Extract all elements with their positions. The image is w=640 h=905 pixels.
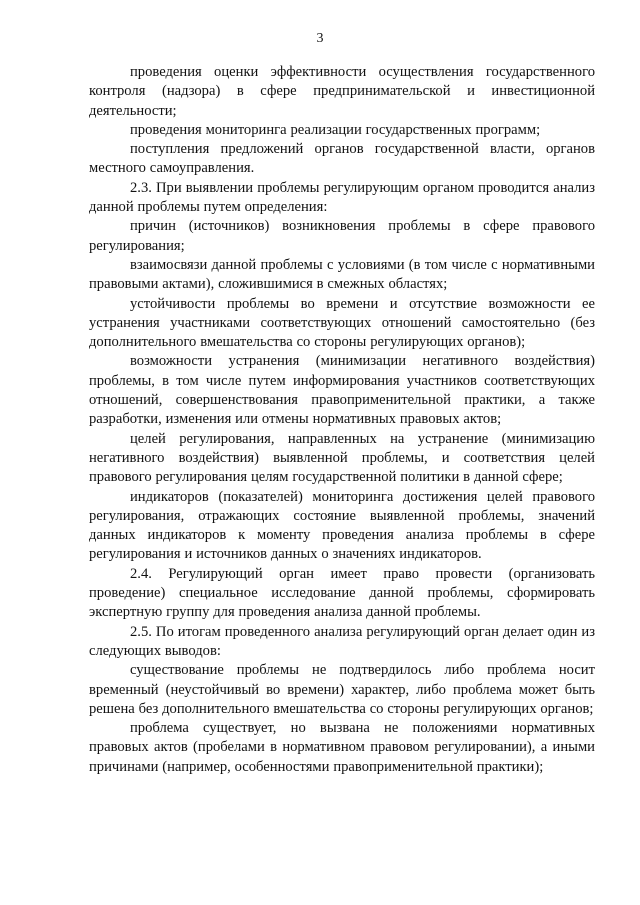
- paragraph: целей регулирования, направленных на устранение (минимизацию негативного воздействия) выявленной проблемы, и соответствия целей правового регулирования целям государственной политики в данной сфере;: [89, 430, 595, 486]
- paragraph: существование проблемы не подтвердилось либо проблема носит временный (неустойчивый во времени) характер, либо проблема может быть решена без дополнительного вмешательства со стороны регулирующих органов;: [89, 662, 595, 717]
- paragraph: проблема существует, но вызвана не положениями нормативных правовых актов (пробелами в нормативном правовом регулировании), а иными причинами (например, особенностями правоприменительной практики);: [89, 720, 595, 775]
- paragraph: устойчивости проблемы во времени и отсутствие возможности ее устранения участниками соответствующих отношений самостоятельно (без дополнительного вмешательства со стороны регулирующих органов);: [89, 295, 595, 351]
- section-2-3-paragraph: 2.3. При выявлении проблемы регулирующим органом проводится анализ данной проблемы путем определения:: [89, 179, 595, 216]
- page-number: 3: [316, 31, 324, 46]
- paragraph: проведения оценки эффективности осуществления государственного контроля (надзора) в сфере предпринимательской и инвестиционной деятельности;: [89, 64, 595, 119]
- paragraph: поступления предложений органов государственной власти, органов местного самоуправления.: [89, 141, 595, 177]
- paragraph: причин (источников) возникновения проблемы в сфере правового регулирования;: [89, 218, 595, 254]
- body-text: [89, 63, 595, 777]
- paragraph: взаимосвязи данной проблемы с условиями (в том числе с нормативными правовыми актами), сложившимися в смежных областях;: [89, 256, 595, 293]
- section-2-5-paragraph: 2.5. По итогам проведенного анализа регулирующий орган делает один из следующих выводов:: [89, 623, 595, 659]
- paragraph: возможности устранения (минимизации негативного воздействия) проблемы, в том числе путем информирования участников соответствующих отношений, совершенствования правоприменительной практики, а также разработки, изменения или отмены нормативных правовых актов;: [89, 353, 595, 428]
- paragraph: проведения мониторинга реализации государственных программ;: [130, 121, 541, 138]
- section-2-4-paragraph: 2.4. Регулирующий орган имеет право провести (организовать проведение) специальное исследование данной проблемы, сформировать экспертную группу для проведения анализа данной проблемы.: [89, 565, 595, 621]
- paragraph: индикаторов (показателей) мониторинга достижения целей правового регулирования, отражающих состояние выявленной проблемы, значений данных индикаторов к моменту проведения анализа проблемы в сфере регулирования и источников данных о значениях индикаторов.: [89, 488, 595, 563]
